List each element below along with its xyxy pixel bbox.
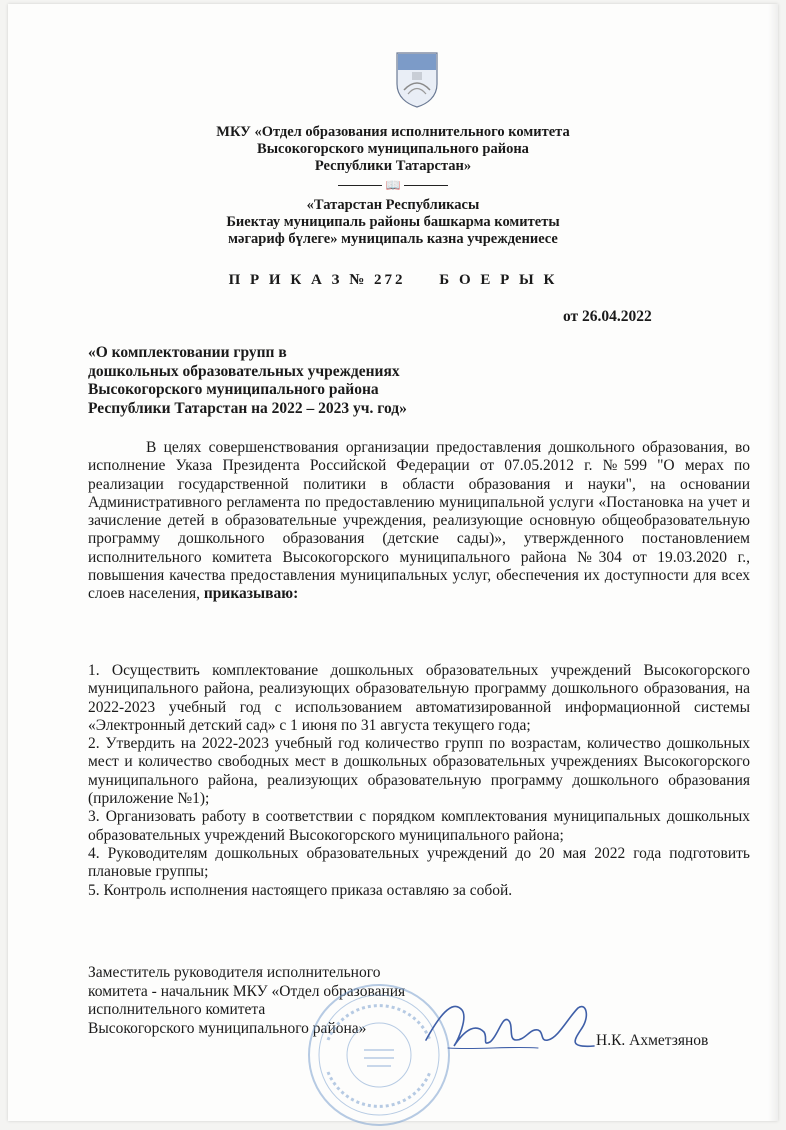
preamble-paragraph	[88, 439, 750, 604]
header-divider	[8, 177, 778, 194]
signatory-line1: Заместитель руководителя исполнительного	[88, 964, 381, 981]
order-item: 5. Контроль исполнения настоящего приказа оставляю за собой.	[88, 881, 513, 899]
order-title	[88, 344, 407, 418]
signatory-line4: Высокогорского муниципального района»	[88, 1019, 367, 1037]
org-header	[8, 124, 778, 248]
book-icon: 📖	[385, 178, 401, 192]
org-name-ru-line2: Высокогорского муниципального района	[257, 141, 529, 157]
org-name-ru-line1: МКУ «Отдел образования исполнительного комитета	[216, 124, 570, 140]
signatory-line3: исполнительного комитета	[88, 1001, 266, 1018]
coat-of-arms-icon	[394, 50, 440, 108]
org-name-tt-line2: Биектау муниципаль районы башкарма комитеты	[226, 214, 560, 230]
preamble-text: В целях совершенствования организации предоставления дошкольного образования, во исполнение Указа Президента Российской Федерации от 07.05.2012 г. №599 "О мерах по реализации государственной политики в области образования и науки", на основании Административного регламента по предоставлению муниципальной услуги «Постановка на учет и зачисление детей в образовательные учреждения, реализующие основную общеобразовательную программу дошкольного образования (детские сады)», утвержденного постановлением исполнительного комитета Высокогорского муниципального района №304 от 19.03.2020 г., повышения качества предоставления муниципальных услуг, обеспечения их доступности для всех слоев населения,	[88, 439, 750, 603]
title-line1: «О комплектовании групп в	[88, 344, 287, 361]
title-line4: Республики Татарстан на 2022 – 2023 уч. год»	[88, 399, 407, 417]
title-line3: Высокогорского муниципального района	[88, 381, 379, 398]
preamble-bold-word: приказываю:	[203, 585, 299, 603]
signatory-line2: комитета - начальник МКУ «Отдел образования	[88, 982, 406, 1000]
order-number: П Р И К А З № 272 Б О Е Р Ы К	[228, 272, 558, 288]
order-item: 1. Осуществить комплектование дошкольных образовательных учреждений Высокогорского муниципального района, реализующих образовательную программу дошкольного образования, на 2022-2023 учебный год с использованием автоматизированной информационной системы «Электронный детский сад» с 1 июня по 31 августа текущего года;	[88, 662, 750, 734]
order-date: от 26.04.2022	[563, 308, 652, 325]
document-page	[8, 4, 778, 1121]
signatory-name: Н.К. Ахметзянов	[596, 1032, 709, 1049]
org-name-tt-line1: «Татарстан Республикасы	[306, 197, 480, 213]
org-name-ru-line3: Республики Татарстан»	[314, 158, 472, 174]
org-name-tt-line3: мәгариф бүлеге» муниципаль казна учреждениесе	[228, 231, 558, 247]
order-item: 4. Руководителям дошкольных образовательных учреждений до 20 мая 2022 года подготовить плановые группы;	[88, 844, 750, 881]
order-items	[88, 662, 750, 900]
order-item: 3. Организовать работу в соответствии с порядком комплектования муниципальных дошкольных образовательных учреждений Высокогорского муниципального района;	[88, 808, 750, 844]
handwritten-signature	[418, 988, 608, 1062]
title-line2: дошкольных образовательных учреждениях	[88, 362, 400, 380]
order-item: 2. Утвердить на 2022-2023 учебный год количество групп по возрастам, количество дошкольных мест и количество свободных мест в дошкольных образовательных учреждениях Высокогорского муниципального района, реализующих образовательную программу дошкольного образования (приложение №1);	[88, 735, 750, 808]
page-edge-shadow	[768, 4, 778, 1121]
